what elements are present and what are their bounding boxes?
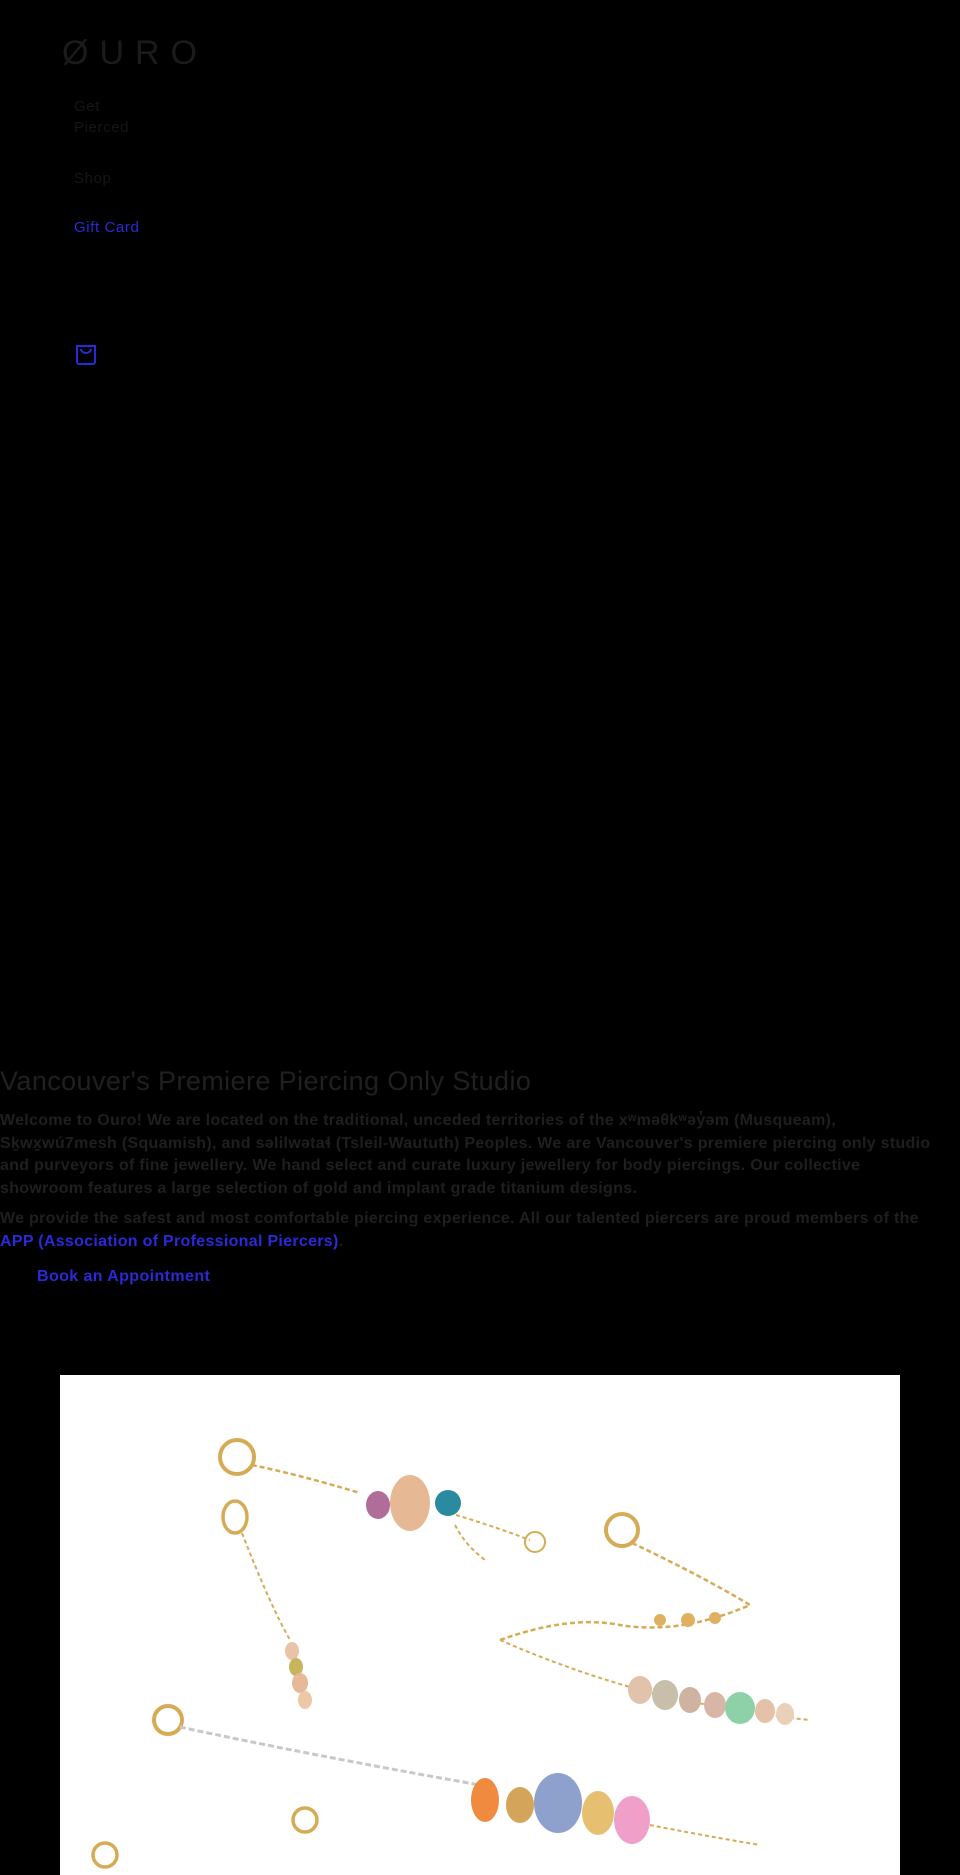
intro-section <box>0 1062 948 1286</box>
logo-text: ØURO <box>62 34 208 72</box>
cart-button[interactable] <box>73 340 99 366</box>
app-paragraph-end: . <box>338 1232 344 1250</box>
app-paragraph-text: We provide the safest and most comfortable piercing experience. All our talented piercers are proud members of the <box>0 1210 919 1227</box>
nav-get-pierced[interactable]: Get Pierced <box>74 98 130 136</box>
chain-jewellery-illustration <box>60 1375 900 1875</box>
intro-paragraph: Welcome to Ouro! We are located on the traditional, unceded territories of the xʷməθkʷəy̓əm (Musqueam), Sḵwx̱wú7mesh (Squamish), and səlilwətaɬ (Tsleil-Waututh) Peoples. We are Vancouver's premiere piercing only studio and purveyors of fine jewellery. We hand select and curate luxury jewellery for body piercings. Our collective showroom features a large selection of gold and implant grade titanium designs. <box>0 1112 931 1197</box>
shopping-bag-icon <box>73 340 99 366</box>
ouro-logo[interactable] <box>62 34 210 74</box>
page-title: Vancouver's Premiere Piercing Only Studio <box>0 1066 532 1096</box>
nav-shop[interactable]: Shop <box>74 170 112 187</box>
jewellery-photo <box>60 1375 900 1875</box>
app-link[interactable]: APP (Association of Professional Piercers) <box>0 1232 339 1250</box>
book-appointment-button[interactable]: Book an Appointment <box>37 1268 211 1285</box>
nav-gift-card[interactable]: Gift Card <box>74 219 140 236</box>
app-paragraph <box>0 1208 948 1253</box>
